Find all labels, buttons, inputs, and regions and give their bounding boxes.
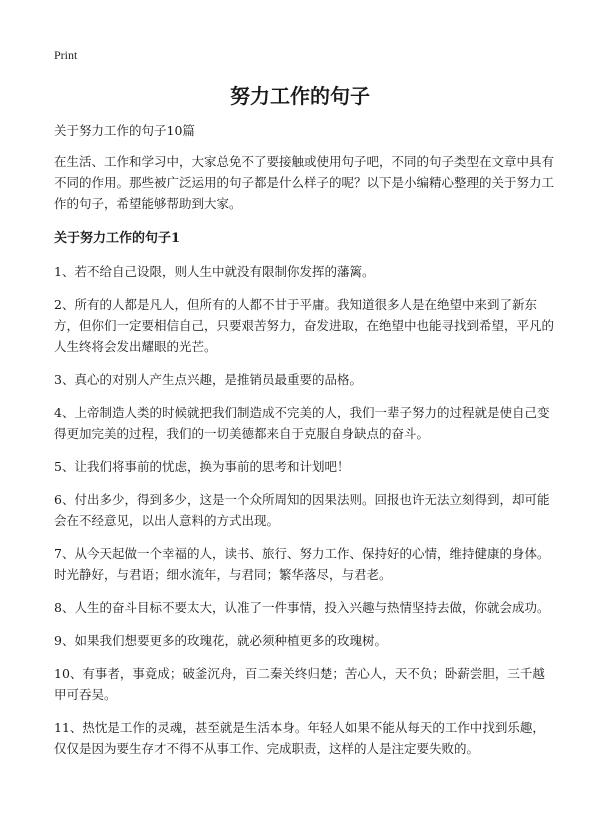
- print-link[interactable]: Print: [54, 48, 78, 62]
- section-heading: 关于努力工作的句子1: [54, 231, 181, 246]
- list-item: 10、有事者，事竟成；破釜沉舟，百二秦关终归楚；苦心人，天不负；卧薪尝胆，三千越甲可吞吴。: [54, 666, 545, 702]
- list-item: 6、付出多少，得到多少，这是一个众所周知的因果法则。回报也许无法立刻得到，却可能会在不经意见，以出人意料的方式出现。: [54, 492, 550, 528]
- article-body: [54, 120, 554, 771]
- list-item: 11、热忱是工作的灵魂，甚至就是生活本身。年轻人如果不能从每天的工作中找到乐趣，仅仅是因为要生存才不得不从事工作、完成职责，这样的人是注定要失败的。: [54, 720, 545, 756]
- intro-paragraph: 在生活、工作和学习中，大家总免不了要接触或使用句子吧，不同的句子类型在文章中具有不同的作用。那些被广泛运用的句子都是什么样子的呢？以下是小编精心整理的关于努力工作的句子，希望能够帮助到大家。: [54, 154, 555, 211]
- list-item: 1、若不给自己设限，则人生中就没有限制你发挥的藩篱。: [54, 264, 375, 279]
- article-subtitle: 关于努力工作的句子10篇: [54, 123, 195, 138]
- list-item: 4、上帝制造人类的时候就把我们制造成不完美的人，我们一辈子努力的过程就是使自己变得更加完美的过程，我们的一切美德都来自于克服自身缺点的奋斗。: [54, 405, 550, 441]
- page-title: 努力工作的句子: [230, 84, 370, 108]
- list-item: 3、真心的对别人产生点兴趣，是推销员最重要的品格。: [54, 372, 362, 387]
- list-item: 9、如果我们想要更多的玫瑰花，就必须种植更多的玫瑰树。: [54, 633, 387, 648]
- list-item: 2、所有的人都是凡人，但所有的人都不甘于平庸。我知道很多人是在绝望中来到了新东方，但你们一定要相信自己，只要艰苦努力，奋发进取，在绝望中也能寻找到希望，平凡的人生终将会发出耀眼的光芒。: [54, 297, 555, 354]
- list-item: 7、从今天起做一个幸福的人，读书、旅行、努力工作、保持好的心情，维持健康的身体。时光静好，与君语；细水流年，与君同；繁华落尽，与君老。: [54, 546, 550, 582]
- list-item: 8、人生的奋斗目标不要太大，认准了一件事情，投入兴趣与热情坚持去做，你就会成功。: [54, 600, 550, 615]
- list-item: 5、让我们将事前的忧虑，换为事前的思考和计划吧！: [54, 459, 350, 474]
